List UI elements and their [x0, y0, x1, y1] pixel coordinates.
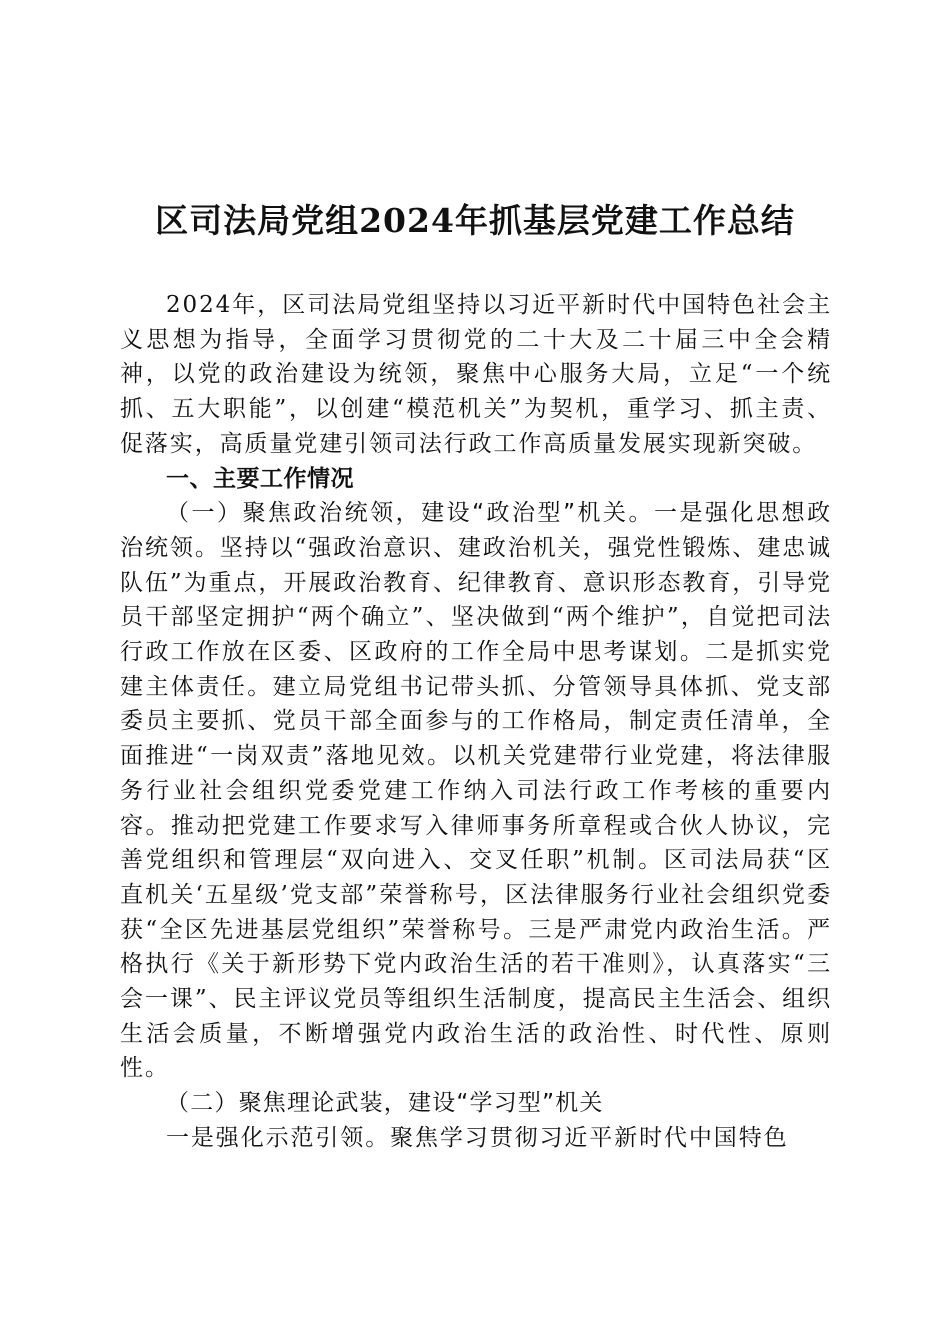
- subsection-political-body: 一是强化思想政治统领。坚持以“强政治意识、建政治机关，强党性锻炼、建忠诚队伍”为重点，开展政治教育、纪律教育、意识形态教育，引导党员干部坚定拥护“两个确立”、坚决做到“两个维护”，自觉把司法行政工作放在区委、区政府的工作全局中思考谋划。二是抓实党建主体责任。建立局党组书记带头抓、分管领导具体抓、党支部委员主要抓、党员干部全面参与的工作格局，制定责任清单，全面推进“一岗双责”落地见效。以机关党建带行业党建，将法律服务行业社会组织党委党建工作纳入司法行政工作考核的重要内容。推动把党建工作要求写入律师事务所章程或合伙人协议，完善党组织和管理层“双向进入、交叉任职”机制。区司法局获“区直机关‘五星级’党支部”荣誉称号，区法律服务行业社会组织党委获“全区先进基层党组织”荣誉称号。三是严肃党内政治生活。严格执行《关于新形势下党内政治生活的若干准则》，认真落实“三会一课”、民主评议党员等组织生活制度，提高民主生活会、组织生活会质量，不断增强党内政治生活的政治性、时代性、原则性。: [120, 500, 832, 1082]
- subsection-learning-heading: （二）聚焦理论武装，建设“学习型”机关: [166, 1090, 604, 1117]
- document-title: 区司法局党组2024年抓基层党建工作总结: [155, 201, 795, 240]
- section-heading-main-work: 一、主要工作情况: [166, 465, 354, 492]
- subsection-learning-body: 一是强化示范引领。聚焦学习贯彻习近平新时代中国特色: [166, 1124, 789, 1151]
- subsection-political-paragraph: [120, 496, 832, 1086]
- document-body: [120, 288, 832, 1156]
- intro-paragraph: 2024年，区司法局党组坚持以习近平新时代中国特色社会主义思想为指导，全面学习贯彻党的二十大及二十届三中全会精神，以党的政治建设为统领，聚焦中心服务大局，立足“一个统抓、五大职能”，以创建“模范机关”为契机，重学习、抓主责、促落实，高质量党建引领司法行政工作高质量发展实现新突破。: [120, 292, 832, 457]
- subsection-political-heading: （一）聚焦政治统领，建设“政治型”机关。: [166, 500, 655, 527]
